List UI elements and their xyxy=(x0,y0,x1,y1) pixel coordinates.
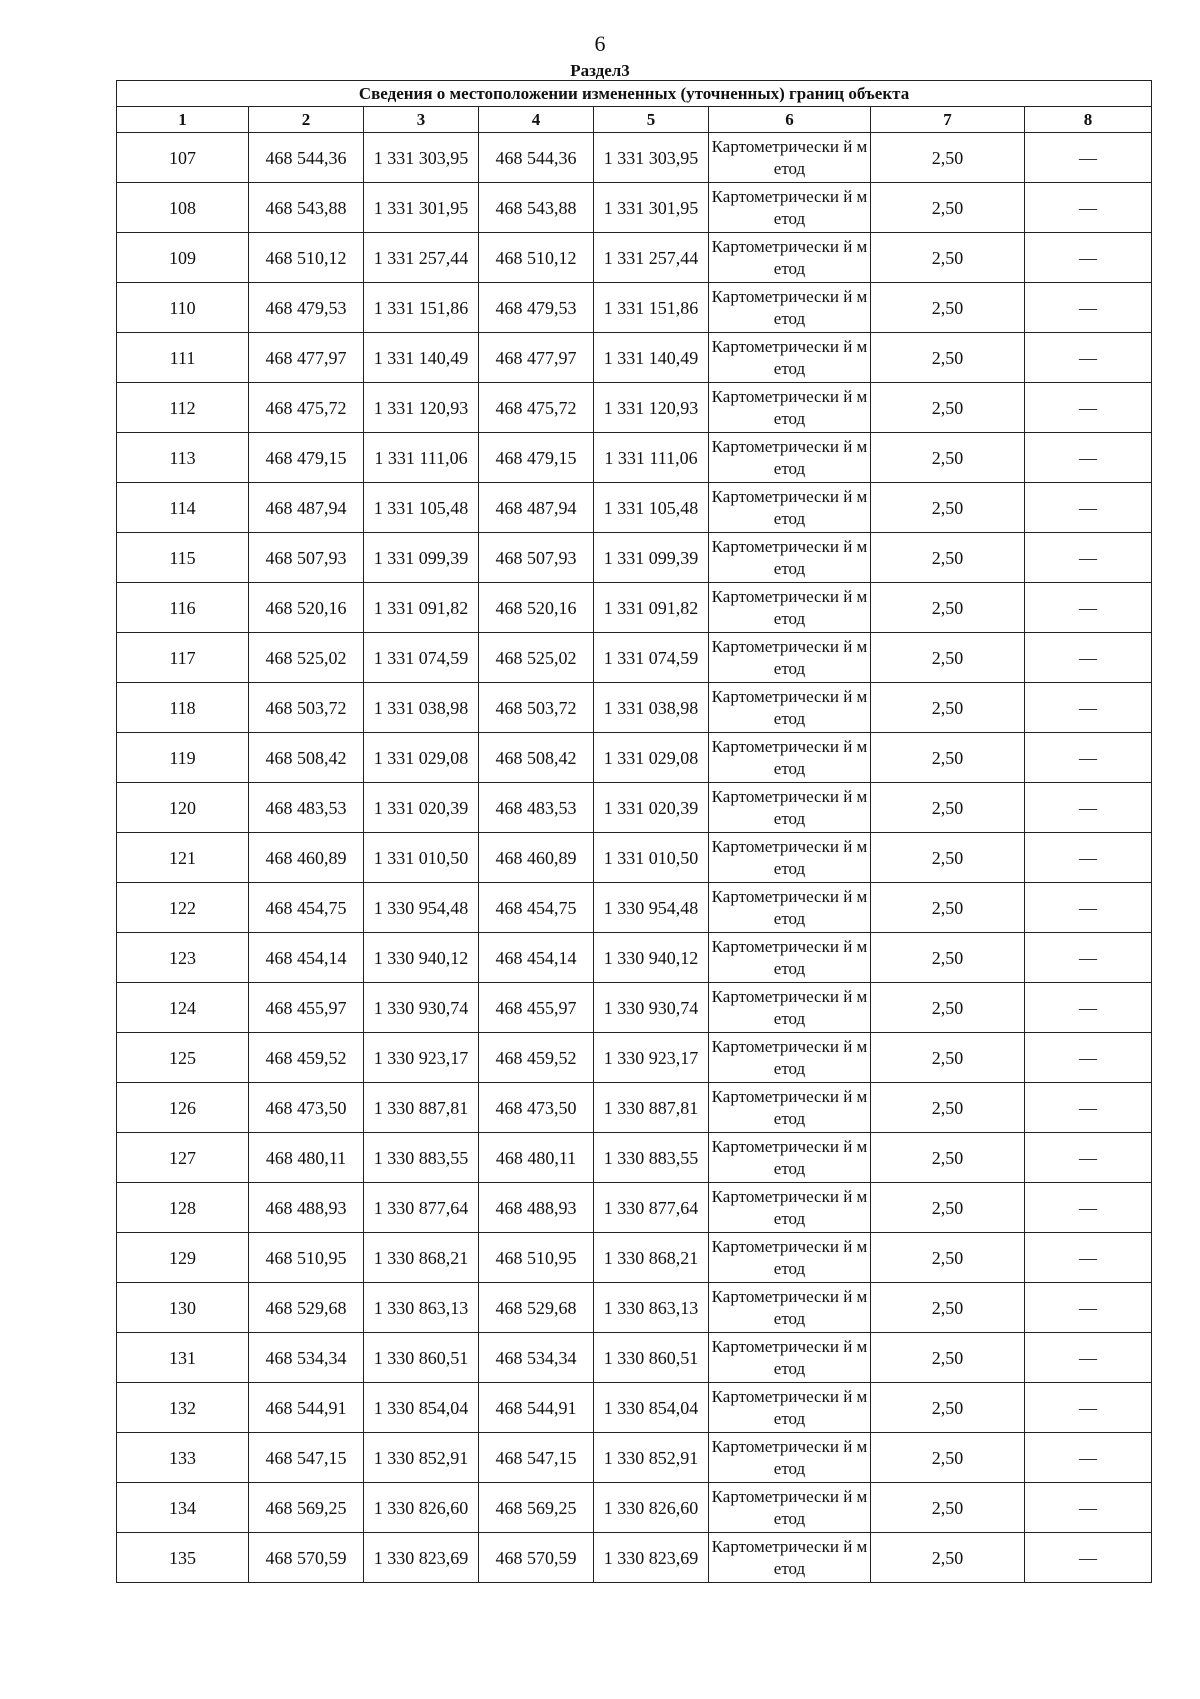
method-cell: Картометрически й метод xyxy=(709,1233,871,1283)
x-new-cell: 468 520,16 xyxy=(479,583,594,633)
method-cell: Картометрически й метод xyxy=(709,233,871,283)
y-new-cell: 1 330 852,91 xyxy=(594,1433,709,1483)
y-old-cell: 1 331 038,98 xyxy=(364,683,479,733)
description-cell: — xyxy=(1025,583,1152,633)
x-new-cell: 468 455,97 xyxy=(479,983,594,1033)
x-new-cell: 468 508,42 xyxy=(479,733,594,783)
description-cell: — xyxy=(1025,1483,1152,1533)
y-old-cell: 1 330 860,51 xyxy=(364,1333,479,1383)
point-number-cell: 122 xyxy=(117,883,249,933)
y-old-cell: 1 330 854,04 xyxy=(364,1383,479,1433)
y-new-cell: 1 331 105,48 xyxy=(594,483,709,533)
accuracy-cell: 2,50 xyxy=(871,1533,1025,1583)
table-row xyxy=(117,1433,1152,1483)
x-old-cell: 468 503,72 xyxy=(249,683,364,733)
description-cell: — xyxy=(1025,133,1152,183)
accuracy-cell: 2,50 xyxy=(871,533,1025,583)
method-cell: Картометрически й метод xyxy=(709,1483,871,1533)
x-old-cell: 468 520,16 xyxy=(249,583,364,633)
y-new-cell: 1 330 823,69 xyxy=(594,1533,709,1583)
y-old-cell: 1 330 877,64 xyxy=(364,1183,479,1233)
accuracy-cell: 2,50 xyxy=(871,1083,1025,1133)
x-old-cell: 468 488,93 xyxy=(249,1183,364,1233)
x-new-cell: 468 479,15 xyxy=(479,433,594,483)
x-old-cell: 468 479,53 xyxy=(249,283,364,333)
column-number: 4 xyxy=(479,107,594,133)
x-old-cell: 468 483,53 xyxy=(249,783,364,833)
x-old-cell: 468 570,59 xyxy=(249,1533,364,1583)
point-number-cell: 113 xyxy=(117,433,249,483)
method-cell: Картометрически й метод xyxy=(709,583,871,633)
description-cell: — xyxy=(1025,1133,1152,1183)
y-new-cell: 1 330 854,04 xyxy=(594,1383,709,1433)
method-cell: Картометрически й метод xyxy=(709,783,871,833)
x-old-cell: 468 508,42 xyxy=(249,733,364,783)
description-cell: — xyxy=(1025,333,1152,383)
accuracy-cell: 2,50 xyxy=(871,783,1025,833)
accuracy-cell: 2,50 xyxy=(871,1283,1025,1333)
method-cell: Картометрически й метод xyxy=(709,1383,871,1433)
x-new-cell: 468 507,93 xyxy=(479,533,594,583)
point-number-cell: 135 xyxy=(117,1533,249,1583)
x-new-cell: 468 569,25 xyxy=(479,1483,594,1533)
table-row xyxy=(117,1133,1152,1183)
column-number: 8 xyxy=(1025,107,1152,133)
description-cell: — xyxy=(1025,633,1152,683)
x-new-cell: 468 479,53 xyxy=(479,283,594,333)
x-new-cell: 468 454,14 xyxy=(479,933,594,983)
y-old-cell: 1 331 091,82 xyxy=(364,583,479,633)
y-old-cell: 1 331 074,59 xyxy=(364,633,479,683)
y-old-cell: 1 331 120,93 xyxy=(364,383,479,433)
y-old-cell: 1 331 151,86 xyxy=(364,283,479,333)
point-number-cell: 109 xyxy=(117,233,249,283)
x-new-cell: 468 543,88 xyxy=(479,183,594,233)
x-old-cell: 468 479,15 xyxy=(249,433,364,483)
method-cell: Картометрически й метод xyxy=(709,633,871,683)
table-row xyxy=(117,1083,1152,1133)
table-row xyxy=(117,783,1152,833)
point-number-cell: 121 xyxy=(117,833,249,883)
x-new-cell: 468 544,91 xyxy=(479,1383,594,1433)
description-cell: — xyxy=(1025,1283,1152,1333)
column-number: 5 xyxy=(594,107,709,133)
method-cell: Картометрически й метод xyxy=(709,1433,871,1483)
method-cell: Картометрически й метод xyxy=(709,683,871,733)
point-number-cell: 108 xyxy=(117,183,249,233)
y-old-cell: 1 330 826,60 xyxy=(364,1483,479,1533)
point-number-cell: 116 xyxy=(117,583,249,633)
method-cell: Картометрически й метод xyxy=(709,483,871,533)
y-new-cell: 1 331 301,95 xyxy=(594,183,709,233)
point-number-cell: 110 xyxy=(117,283,249,333)
description-cell: — xyxy=(1025,733,1152,783)
y-old-cell: 1 331 111,06 xyxy=(364,433,479,483)
point-number-cell: 128 xyxy=(117,1183,249,1233)
y-old-cell: 1 331 140,49 xyxy=(364,333,479,383)
method-cell: Картометрически й метод xyxy=(709,983,871,1033)
description-cell: — xyxy=(1025,933,1152,983)
column-number: 3 xyxy=(364,107,479,133)
x-old-cell: 468 487,94 xyxy=(249,483,364,533)
y-old-cell: 1 330 954,48 xyxy=(364,883,479,933)
method-cell: Картометрически й метод xyxy=(709,733,871,783)
x-old-cell: 468 534,34 xyxy=(249,1333,364,1383)
accuracy-cell: 2,50 xyxy=(871,233,1025,283)
x-old-cell: 468 480,11 xyxy=(249,1133,364,1183)
y-new-cell: 1 331 111,06 xyxy=(594,433,709,483)
y-new-cell: 1 331 010,50 xyxy=(594,833,709,883)
method-cell: Картометрически й метод xyxy=(709,133,871,183)
table-row xyxy=(117,1233,1152,1283)
x-old-cell: 468 569,25 xyxy=(249,1483,364,1533)
accuracy-cell: 2,50 xyxy=(871,133,1025,183)
table-row xyxy=(117,1483,1152,1533)
point-number-cell: 117 xyxy=(117,633,249,683)
accuracy-cell: 2,50 xyxy=(871,483,1025,533)
accuracy-cell: 2,50 xyxy=(871,1433,1025,1483)
y-old-cell: 1 330 923,17 xyxy=(364,1033,479,1083)
point-number-cell: 125 xyxy=(117,1033,249,1083)
y-old-cell: 1 330 863,13 xyxy=(364,1283,479,1333)
point-number-cell: 114 xyxy=(117,483,249,533)
y-old-cell: 1 331 029,08 xyxy=(364,733,479,783)
page-number: 6 xyxy=(594,31,606,56)
table-row xyxy=(117,683,1152,733)
table-row xyxy=(117,1283,1152,1333)
y-new-cell: 1 330 887,81 xyxy=(594,1083,709,1133)
method-cell: Картометрически й метод xyxy=(709,833,871,883)
table-row xyxy=(117,1183,1152,1233)
y-old-cell: 1 330 823,69 xyxy=(364,1533,479,1583)
table-row xyxy=(117,633,1152,683)
y-new-cell: 1 330 883,55 xyxy=(594,1133,709,1183)
table-row xyxy=(117,733,1152,783)
accuracy-cell: 2,50 xyxy=(871,933,1025,983)
x-old-cell: 468 510,12 xyxy=(249,233,364,283)
x-new-cell: 468 480,11 xyxy=(479,1133,594,1183)
point-number-cell: 119 xyxy=(117,733,249,783)
accuracy-cell: 2,50 xyxy=(871,333,1025,383)
point-number-cell: 115 xyxy=(117,533,249,583)
table-caption: Сведения о местоположении измененных (уточненных) границ объекта xyxy=(117,81,1152,107)
y-old-cell: 1 331 105,48 xyxy=(364,483,479,533)
table-row xyxy=(117,283,1152,333)
accuracy-cell: 2,50 xyxy=(871,583,1025,633)
y-old-cell: 1 331 010,50 xyxy=(364,833,479,883)
method-cell: Картометрически й метод xyxy=(709,1133,871,1183)
x-new-cell: 468 510,95 xyxy=(479,1233,594,1283)
y-old-cell: 1 330 868,21 xyxy=(364,1233,479,1283)
method-cell: Картометрически й метод xyxy=(709,383,871,433)
y-new-cell: 1 330 826,60 xyxy=(594,1483,709,1533)
method-cell: Картометрически й метод xyxy=(709,1033,871,1083)
table-row xyxy=(117,133,1152,183)
y-old-cell: 1 330 852,91 xyxy=(364,1433,479,1483)
description-cell: — xyxy=(1025,383,1152,433)
y-new-cell: 1 330 930,74 xyxy=(594,983,709,1033)
accuracy-cell: 2,50 xyxy=(871,1383,1025,1433)
description-cell: — xyxy=(1025,533,1152,583)
x-old-cell: 468 459,52 xyxy=(249,1033,364,1083)
method-cell: Картометрически й метод xyxy=(709,1283,871,1333)
method-cell: Картометрически й метод xyxy=(709,1183,871,1233)
coordinates-table xyxy=(116,80,1152,1583)
x-new-cell: 468 510,12 xyxy=(479,233,594,283)
accuracy-cell: 2,50 xyxy=(871,183,1025,233)
x-old-cell: 468 547,15 xyxy=(249,1433,364,1483)
x-old-cell: 468 455,97 xyxy=(249,983,364,1033)
description-cell: — xyxy=(1025,783,1152,833)
description-cell: — xyxy=(1025,1533,1152,1583)
description-cell: — xyxy=(1025,833,1152,883)
y-new-cell: 1 331 091,82 xyxy=(594,583,709,633)
y-new-cell: 1 331 303,95 xyxy=(594,133,709,183)
table-row xyxy=(117,433,1152,483)
x-new-cell: 468 475,72 xyxy=(479,383,594,433)
point-number-cell: 126 xyxy=(117,1083,249,1133)
method-cell: Картометрически й метод xyxy=(709,533,871,583)
y-new-cell: 1 331 257,44 xyxy=(594,233,709,283)
x-new-cell: 468 534,34 xyxy=(479,1333,594,1383)
description-cell: — xyxy=(1025,433,1152,483)
x-new-cell: 468 473,50 xyxy=(479,1083,594,1133)
y-old-cell: 1 331 099,39 xyxy=(364,533,479,583)
point-number-cell: 127 xyxy=(117,1133,249,1183)
method-cell: Картометрически й метод xyxy=(709,1533,871,1583)
x-old-cell: 468 460,89 xyxy=(249,833,364,883)
description-cell: — xyxy=(1025,1383,1152,1433)
x-new-cell: 468 547,15 xyxy=(479,1433,594,1483)
table-row xyxy=(117,183,1152,233)
x-old-cell: 468 473,50 xyxy=(249,1083,364,1133)
method-cell: Картометрически й метод xyxy=(709,283,871,333)
table-row xyxy=(117,1033,1152,1083)
accuracy-cell: 2,50 xyxy=(871,1033,1025,1083)
y-new-cell: 1 330 863,13 xyxy=(594,1283,709,1333)
column-number: 6 xyxy=(709,107,871,133)
description-cell: — xyxy=(1025,683,1152,733)
point-number-cell: 124 xyxy=(117,983,249,1033)
x-new-cell: 468 525,02 xyxy=(479,633,594,683)
table-row xyxy=(117,933,1152,983)
y-new-cell: 1 330 940,12 xyxy=(594,933,709,983)
x-new-cell: 468 459,52 xyxy=(479,1033,594,1083)
y-old-cell: 1 330 887,81 xyxy=(364,1083,479,1133)
accuracy-cell: 2,50 xyxy=(871,633,1025,683)
accuracy-cell: 2,50 xyxy=(871,1483,1025,1533)
y-old-cell: 1 331 257,44 xyxy=(364,233,479,283)
x-old-cell: 468 543,88 xyxy=(249,183,364,233)
table-row xyxy=(117,1533,1152,1583)
x-old-cell: 468 507,93 xyxy=(249,533,364,583)
table-row xyxy=(117,483,1152,533)
description-cell: — xyxy=(1025,183,1152,233)
point-number-cell: 129 xyxy=(117,1233,249,1283)
point-number-cell: 112 xyxy=(117,383,249,433)
method-cell: Картометрически й метод xyxy=(709,1083,871,1133)
point-number-cell: 120 xyxy=(117,783,249,833)
x-new-cell: 468 477,97 xyxy=(479,333,594,383)
description-cell: — xyxy=(1025,483,1152,533)
table-row xyxy=(117,533,1152,583)
point-number-cell: 107 xyxy=(117,133,249,183)
column-number: 1 xyxy=(117,107,249,133)
description-cell: — xyxy=(1025,1183,1152,1233)
table-row xyxy=(117,333,1152,383)
y-old-cell: 1 331 020,39 xyxy=(364,783,479,833)
y-new-cell: 1 330 923,17 xyxy=(594,1033,709,1083)
y-new-cell: 1 330 868,21 xyxy=(594,1233,709,1283)
x-new-cell: 468 487,94 xyxy=(479,483,594,533)
description-cell: — xyxy=(1025,1083,1152,1133)
x-new-cell: 468 544,36 xyxy=(479,133,594,183)
description-cell: — xyxy=(1025,983,1152,1033)
description-cell: — xyxy=(1025,1033,1152,1083)
column-number: 2 xyxy=(249,107,364,133)
y-new-cell: 1 331 140,49 xyxy=(594,333,709,383)
method-cell: Картометрически й метод xyxy=(709,933,871,983)
x-old-cell: 468 475,72 xyxy=(249,383,364,433)
point-number-cell: 111 xyxy=(117,333,249,383)
y-new-cell: 1 331 099,39 xyxy=(594,533,709,583)
method-cell: Картометрически й метод xyxy=(709,433,871,483)
x-new-cell: 468 483,53 xyxy=(479,783,594,833)
description-cell: — xyxy=(1025,1433,1152,1483)
accuracy-cell: 2,50 xyxy=(871,833,1025,883)
x-old-cell: 468 529,68 xyxy=(249,1283,364,1333)
y-new-cell: 1 330 860,51 xyxy=(594,1333,709,1383)
method-cell: Картометрически й метод xyxy=(709,333,871,383)
column-number: 7 xyxy=(871,107,1025,133)
y-new-cell: 1 331 151,86 xyxy=(594,283,709,333)
accuracy-cell: 2,50 xyxy=(871,1333,1025,1383)
point-number-cell: 134 xyxy=(117,1483,249,1533)
description-cell: — xyxy=(1025,1233,1152,1283)
table-row xyxy=(117,1333,1152,1383)
table-body xyxy=(117,133,1152,1583)
point-number-cell: 123 xyxy=(117,933,249,983)
x-old-cell: 468 454,75 xyxy=(249,883,364,933)
y-new-cell: 1 331 029,08 xyxy=(594,733,709,783)
y-new-cell: 1 331 074,59 xyxy=(594,633,709,683)
accuracy-cell: 2,50 xyxy=(871,683,1025,733)
table-row xyxy=(117,383,1152,433)
accuracy-cell: 2,50 xyxy=(871,1233,1025,1283)
x-old-cell: 468 544,91 xyxy=(249,1383,364,1433)
y-new-cell: 1 331 120,93 xyxy=(594,383,709,433)
accuracy-cell: 2,50 xyxy=(871,1133,1025,1183)
table-row xyxy=(117,1383,1152,1433)
description-cell: — xyxy=(1025,883,1152,933)
x-new-cell: 468 460,89 xyxy=(479,833,594,883)
x-old-cell: 468 510,95 xyxy=(249,1233,364,1283)
section-title: Раздел3 xyxy=(570,61,630,80)
x-new-cell: 468 503,72 xyxy=(479,683,594,733)
point-number-cell: 118 xyxy=(117,683,249,733)
point-number-cell: 131 xyxy=(117,1333,249,1383)
table-row xyxy=(117,983,1152,1033)
y-old-cell: 1 331 301,95 xyxy=(364,183,479,233)
accuracy-cell: 2,50 xyxy=(871,883,1025,933)
y-old-cell: 1 331 303,95 xyxy=(364,133,479,183)
x-new-cell: 468 529,68 xyxy=(479,1283,594,1333)
accuracy-cell: 2,50 xyxy=(871,383,1025,433)
method-cell: Картометрически й метод xyxy=(709,183,871,233)
y-new-cell: 1 330 877,64 xyxy=(594,1183,709,1233)
accuracy-cell: 2,50 xyxy=(871,433,1025,483)
method-cell: Картометрически й метод xyxy=(709,1333,871,1383)
point-number-cell: 132 xyxy=(117,1383,249,1433)
x-old-cell: 468 544,36 xyxy=(249,133,364,183)
point-number-cell: 133 xyxy=(117,1433,249,1483)
x-old-cell: 468 454,14 xyxy=(249,933,364,983)
y-new-cell: 1 330 954,48 xyxy=(594,883,709,933)
description-cell: — xyxy=(1025,1333,1152,1383)
y-old-cell: 1 330 940,12 xyxy=(364,933,479,983)
accuracy-cell: 2,50 xyxy=(871,733,1025,783)
method-cell: Картометрически й метод xyxy=(709,883,871,933)
x-new-cell: 468 570,59 xyxy=(479,1533,594,1583)
x-old-cell: 468 477,97 xyxy=(249,333,364,383)
y-old-cell: 1 330 883,55 xyxy=(364,1133,479,1183)
accuracy-cell: 2,50 xyxy=(871,983,1025,1033)
table-row xyxy=(117,883,1152,933)
accuracy-cell: 2,50 xyxy=(871,1183,1025,1233)
y-new-cell: 1 331 020,39 xyxy=(594,783,709,833)
description-cell: — xyxy=(1025,283,1152,333)
accuracy-cell: 2,50 xyxy=(871,283,1025,333)
table-row xyxy=(117,833,1152,883)
table-row xyxy=(117,583,1152,633)
table-row xyxy=(117,233,1152,283)
y-new-cell: 1 331 038,98 xyxy=(594,683,709,733)
description-cell: — xyxy=(1025,233,1152,283)
y-old-cell: 1 330 930,74 xyxy=(364,983,479,1033)
x-old-cell: 468 525,02 xyxy=(249,633,364,683)
x-new-cell: 468 454,75 xyxy=(479,883,594,933)
x-new-cell: 468 488,93 xyxy=(479,1183,594,1233)
point-number-cell: 130 xyxy=(117,1283,249,1333)
